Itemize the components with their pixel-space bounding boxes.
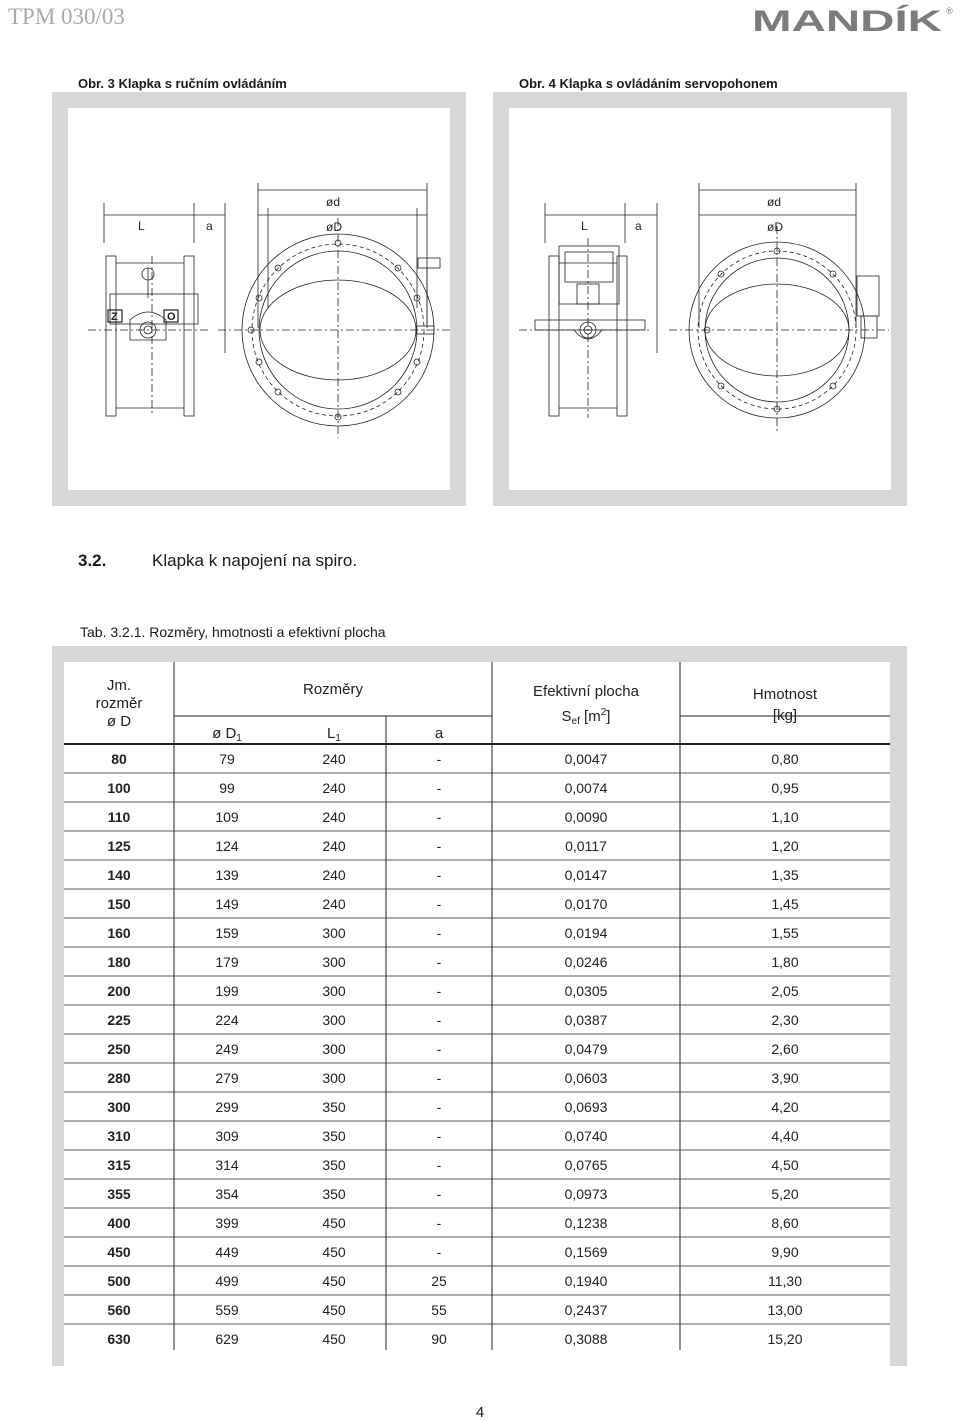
table-cell: 13,00 [767,1302,803,1318]
table-cell: - [436,1070,442,1086]
table-cell: 0,1940 [564,1273,608,1289]
table-cell: 300 [322,954,346,970]
table-cell: - [436,809,442,825]
figure-4-panel [509,108,891,490]
table-cell: 99 [219,780,235,796]
table-cell: - [436,780,442,796]
table-cell: 2,05 [771,983,799,999]
table-cell: 240 [322,780,346,796]
table-cell: 160 [107,925,131,941]
section-heading [78,551,357,571]
table-cell: 225 [107,1012,131,1028]
table-cell: 179 [215,954,239,970]
table-cell: 125 [107,838,131,854]
table-cell: 100 [107,780,131,796]
table-cell: 0,0603 [564,1070,608,1086]
header-dimensions: Rozměry [302,681,364,698]
header-area-unit: $S_{ef}$ $[m^2]$ [561,707,611,727]
table-cell: 0,0147 [564,867,608,883]
header-size-line1: Jm. [106,677,132,694]
mandik-logo [752,4,956,36]
table-cell: 1,45 [771,896,799,912]
page-number: 4 [475,1404,485,1421]
table-cell: - [436,867,442,883]
figure-4-drawing [509,108,891,490]
figure-4-caption: Obr. 4 Klapka s ovládáním servopohonem [519,76,778,91]
table-cell: 0,0170 [564,896,608,912]
section-title: Klapka k napojení na spiro. [152,551,358,570]
table-cell: 240 [322,867,346,883]
table-cell: 200 [107,983,131,999]
table-cell: 124 [215,838,239,854]
table-cell: 0,0479 [564,1041,608,1057]
section-number: 3.2. [78,551,107,570]
table-cell: 4,20 [771,1099,799,1115]
table-cell: 25 [431,1273,447,1289]
table-cell: 250 [107,1041,131,1057]
table-cell: - [436,1157,442,1173]
table-cell: 240 [322,751,346,767]
table-cell: 199 [215,983,239,999]
figure-3-drawing [68,108,450,490]
table-cell: 630 [107,1331,131,1347]
dim-label-L: L [581,219,588,233]
table-cell: 149 [215,896,239,912]
table-cell: 159 [215,925,239,941]
table-cell: - [436,1186,442,1202]
document-code: TPM 030/03 [8,4,125,29]
table-cell: 399 [215,1215,239,1231]
table-cell: 0,1238 [564,1215,608,1231]
table-cell: 300 [322,1041,346,1057]
table-cell: 350 [322,1128,346,1144]
table-cell: 109 [215,809,239,825]
table-cell: 55 [431,1302,447,1318]
figure-4-frame [493,92,907,506]
table-cell: 449 [215,1244,239,1260]
registered-mark: ® [946,6,953,16]
table-cell: 0,0693 [564,1099,608,1115]
table-cell: 1,80 [771,954,799,970]
table-cell: 450 [322,1244,346,1260]
table-cell: - [436,925,442,941]
table-cell: - [436,1244,442,1260]
table-cell: 110 [107,809,131,825]
dim-label-d: ød [326,195,341,209]
table-cell: 300 [322,983,346,999]
table-cell: 1,20 [771,838,799,854]
table-cell: 300 [322,1012,346,1028]
table-cell: 450 [107,1244,131,1260]
table-cell: 350 [322,1099,346,1115]
table-cell: 139 [215,867,239,883]
table-cell: 280 [107,1070,131,1086]
dim-label-D: øD [326,220,342,234]
label-Z: Z [111,311,118,323]
table-cell: 0,0074 [564,780,608,796]
dim-label-L: L [138,219,145,233]
table-cell: 0,0305 [564,983,608,999]
header-weight-unit: [kg] [772,707,798,724]
table-cell: 80 [111,751,127,767]
table-cell: 140 [107,867,131,883]
table-cell: 0,1569 [564,1244,608,1260]
table-cell: 180 [107,954,131,970]
table-cell: 1,55 [771,925,799,941]
table-cell: 0,0740 [564,1128,608,1144]
figure-3-panel [68,108,450,490]
table-cell: 1,35 [771,867,799,883]
table-cell: 2,30 [771,1012,799,1028]
table-cell: 309 [215,1128,239,1144]
table-cell: - [436,896,442,912]
table-cell: 150 [107,896,131,912]
dim-label-a: a [206,219,213,233]
table-cell: 79 [219,751,235,767]
table-cell: 0,80 [771,751,799,767]
table-cell: - [436,983,442,999]
table-cell: 0,0194 [564,925,608,941]
figure-3-frame [52,92,466,506]
table-cell: 0,3088 [564,1331,608,1347]
table-cell: 300 [322,1070,346,1086]
table-cell: 350 [322,1186,346,1202]
table-cell: 11,30 [768,1273,802,1289]
table-cell: 629 [215,1331,239,1347]
table-cell: 9,90 [771,1244,799,1260]
table-cell: 15,20 [767,1331,803,1347]
table-caption: Tab. 3.2.1. Rozměry, hmotnosti a efektivní plocha [80,624,386,640]
table-cell: - [436,838,442,854]
table-cell: 450 [322,1302,346,1318]
table-cell: 240 [322,809,346,825]
table-cell: 314 [215,1157,239,1173]
table-cell: 450 [322,1215,346,1231]
table-cell: 0,0090 [564,809,608,825]
table-cell: 3,90 [771,1070,799,1086]
header-d1: ø $D_1$ [212,725,242,744]
table-cell: 0,0047 [564,751,608,767]
table-frame [52,646,907,1366]
header-weight-title: Hmotnost [752,686,818,703]
table-cell: 249 [215,1041,239,1057]
dimensions-table [52,646,907,1366]
header-area-title: Efektivní plocha [533,683,639,700]
table-cell: - [436,1012,442,1028]
table-cell: 2,60 [771,1041,799,1057]
table-cell: 0,95 [771,780,799,796]
logo-text: MANDÍK [752,5,872,36]
table-cell: 355 [107,1186,131,1202]
table-cell: 8,60 [771,1215,799,1231]
table-cell: 450 [322,1273,346,1289]
table-cell: 240 [322,838,346,854]
figure-3-caption: Obr. 3 Klapka s ručním ovládáním [78,76,287,91]
table-cell: 500 [107,1273,131,1289]
table-cell: 4,40 [771,1128,799,1144]
table-cell: 240 [322,896,346,912]
dim-label-a: a [635,219,642,233]
table-cell: 354 [215,1186,239,1202]
table-cell: 90 [431,1331,447,1347]
table-cell: 315 [107,1157,131,1173]
table-cell: - [436,1041,442,1057]
table-cell: 0,0117 [565,838,607,854]
table-cell: - [436,1099,442,1115]
table-cell: 5,20 [771,1186,799,1202]
table-cell: 1,10 [771,809,799,825]
label-O: O [167,311,176,323]
table-cell: 559 [215,1302,239,1318]
table-cell: 0,0973 [564,1186,608,1202]
table-cell: 0,2437 [564,1302,608,1318]
table-cell: 0,0765 [564,1157,608,1173]
table-cell: 0,0246 [564,954,608,970]
header-l1: $L_1$ [327,725,341,744]
table-cell: 4,50 [771,1157,799,1173]
table-cell: 499 [215,1273,239,1289]
table-cell: 560 [107,1302,131,1318]
header-size-line2: rozměr [95,695,143,712]
header-size-line3: ø D [106,713,132,730]
table-cell: 450 [322,1331,346,1347]
dim-label-D: øD [767,220,783,234]
table-cell: 224 [215,1012,239,1028]
table-cell: - [436,954,442,970]
table-cell: 400 [107,1215,131,1231]
table-cell: - [436,751,442,767]
table-cell: 300 [322,925,346,941]
table-cell: 279 [215,1070,239,1086]
table-cell: 300 [107,1099,131,1115]
header-a: a [434,725,444,742]
table-cell: 310 [107,1128,131,1144]
table-cell: 350 [322,1157,346,1173]
table-cell: 0,0387 [564,1012,608,1028]
table-cell: 299 [215,1099,239,1115]
table-cell: - [436,1215,442,1231]
dim-label-d: ød [767,195,782,209]
table-cell: - [436,1128,442,1144]
